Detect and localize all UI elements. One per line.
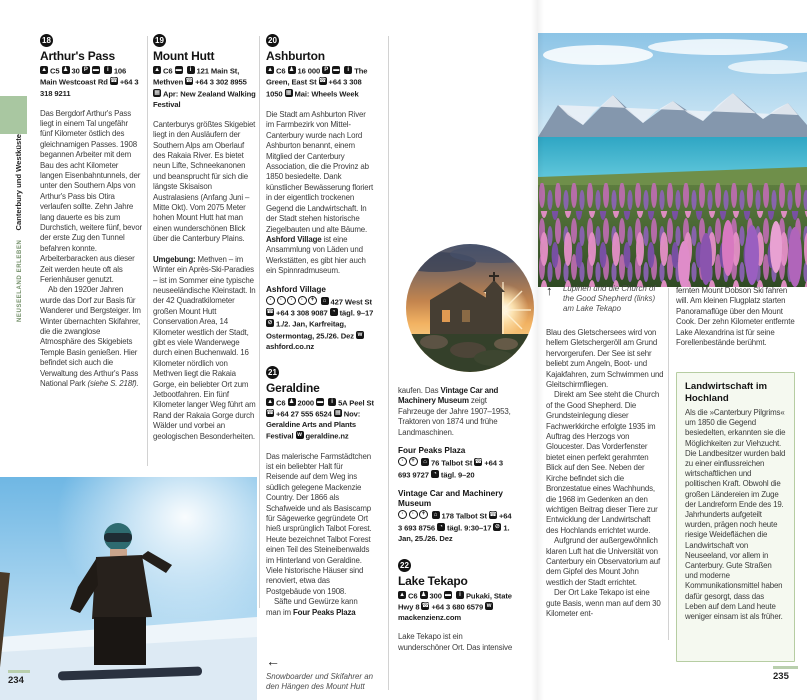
phone-number: +64 3 308 9087: [276, 308, 328, 318]
closed-dates: 1./2. Jan, Karfreitag, Ostermontag, 25./26. Dez: [266, 319, 354, 341]
paragraph: Direkt am See steht die Church of the Good Shepherd. Die Grundsteinlegung dieser Fachwerkkirche erfolgte 1935 im Auftrag des Herzogs von Gloucester. Das Vorderfenster bietet einen perfekt gerahmten Blick auf den See. Neben der Kirche befindet sich die Bronzestatue eines Wachhunds, die 1968 im Gedenken an den wichtigen Beitrag dieser Tiere zur Entwicklung der Landwirtschaft des Hochlands errichtet wurde.: [546, 390, 660, 535]
sidebar-chapter-label: Canterbury und Westküste: [14, 134, 23, 231]
website: mackenzienz.com: [398, 613, 462, 623]
column-ashburton-geraldine: [266, 34, 374, 692]
bus-icon: ▬: [333, 67, 340, 74]
website: ashford.co.nz: [266, 341, 315, 351]
photo-caption: Snowboarder und Skifahrer an den Hängen des Mount Hutt: [266, 672, 374, 691]
house-icon: ⌂: [432, 511, 440, 519]
venue-category-icon: ·: [277, 296, 286, 305]
parking-icon: P: [322, 66, 330, 74]
entry-number-badge: 22: [398, 559, 411, 572]
page-number-left: [8, 670, 30, 686]
church-good-shepherd-photo: [406, 244, 534, 372]
paragraph: Der Ort Lake Tekapo ist eine gute Basis, wenn man auf dem 30 Kilometer ent-: [546, 588, 661, 618]
entry-number-badge: 20: [266, 34, 279, 47]
entry-number-badge: 21: [266, 366, 279, 379]
phone-icon: ☎: [421, 603, 430, 610]
map-ref-icon: ▲: [267, 67, 273, 74]
entry-title: Mount Hutt: [153, 49, 215, 63]
map-ref: C6: [276, 66, 286, 76]
venue-title: Ashford Village: [266, 284, 326, 294]
map-ref: C6: [408, 591, 418, 601]
closed-icon: ⊘: [267, 320, 273, 327]
infobox-title: Landwirtschaft im Hochland: [685, 381, 768, 404]
venue-category-icon: ·: [266, 296, 275, 305]
paragraph-text: zeigt Fahrzeuge der Jahre 1907–1953, Traktoren von 1874 und frühe Landmaschinen.: [398, 396, 511, 437]
entry-body: [398, 632, 516, 653]
info-icon: i: [456, 591, 464, 599]
venue-category-icon: ·: [298, 296, 307, 305]
paragraph-text: ist eine Ansammlung von Läden und Werkstätten, es gibt hier auch ein Spinnradmuseum.: [266, 234, 366, 276]
website: geraldine.nz: [305, 431, 349, 441]
address: 5A Peel St: [338, 398, 374, 408]
left-arrow-icon: ←: [266, 653, 280, 669]
festival: Apr: New Zealand Walking Festival: [153, 89, 256, 110]
population-icon: ♟: [420, 591, 427, 598]
page-gutter: [531, 0, 544, 700]
phone-icon: ☎: [489, 512, 497, 519]
paragraph: Canterburys größtes Skigebiet liegt in den Ausläufern der Southern Alps am Oberlauf des Rakaia River. Es bietet neun Lifte, Schneekanonen und beansprucht für sich die längste Skisaison Australasiens (Anfang Juni – Mitte Okt). Vom 2075 Meter hohen Mount Hutt hat man einen wunderschönen Blick über die Canterbury Plains.: [153, 119, 256, 244]
phone-number: +64 3 318 9211: [40, 77, 139, 98]
festival: Nov: Geraldine Arts and Plants Festival: [266, 409, 361, 441]
entry-title: Ashburton: [266, 49, 325, 63]
umgebung-label: Umgebung:: [153, 254, 196, 264]
venue-category-icon: ·: [409, 510, 418, 519]
entry-body: [266, 110, 374, 277]
column-lake-tekapo: [398, 386, 516, 653]
phone-icon: ☎: [318, 78, 327, 85]
venue-category-icon: ·: [287, 296, 296, 305]
venue-name: Four Peaks Plaza: [293, 607, 356, 617]
entry-info-line: [40, 66, 142, 99]
venue-info-line: [398, 510, 516, 544]
entry-info-line: [153, 66, 256, 111]
phone-number: +64 3 693 9727: [398, 458, 504, 480]
venue-name: Vintage Car and Machinery Museum: [398, 386, 499, 406]
phone-icon: ☎: [110, 78, 118, 85]
venue-info-line: [398, 457, 516, 481]
cross-reference: (siehe S. 218f).: [87, 379, 139, 389]
wheelchair-access-icon: +: [308, 296, 317, 305]
population-icon: ♟: [288, 67, 295, 74]
chapter-color-block: [0, 96, 27, 134]
venue-category-icon: ·: [398, 510, 407, 519]
parking-icon: P: [82, 66, 90, 74]
photo-caption-block: [266, 646, 374, 692]
population: 16 000: [297, 66, 321, 76]
population: 2000: [297, 398, 315, 408]
page-number-value: 234: [8, 675, 24, 686]
entry-body: [153, 120, 256, 442]
column-divider: [388, 36, 389, 690]
paragraph-text: Ab den 1920er Jahren wurde das Dorf zur Basis für Wanderer und Bergsteiger. Im Winter übernachten Skifahrer, die die zwanglose Atmosphäre des Skigebiets Temple Basin genießen. Hier befindet sich auch die Verwaltung des Arthur's Pass National Park: [40, 285, 141, 389]
infobox-landwirtschaft: [676, 372, 795, 662]
address: Pukaki, State Hwy 8: [398, 591, 512, 612]
population: 300: [429, 591, 442, 601]
map-ref: C5: [50, 66, 60, 76]
paragraph: Lake Tekapo ist ein wunderschöner Ort. Das intensive: [398, 632, 513, 652]
column-divider: [147, 36, 148, 466]
lupines-photo-art: [538, 33, 807, 287]
bus-icon: ▬: [444, 591, 451, 598]
photo-caption-block: [546, 284, 664, 314]
info-icon: i: [328, 398, 336, 406]
photo-caption: Lupinen und die Church of the Good Shepherd (links) am Lake Tekapo: [563, 284, 656, 313]
paragraph-text: Methven – im Winter ein Après-Ski-Paradies – ist im Sommer eine typische neuseeländische Kleinstadt. In der 42 Quadratkilometer großen Mount Hutt Conservation Area, 14 Kilometer westlich der Stadt, gibt es viele Wanderwege durch einen Buchenwald. 16 Kilometer nördlich von Methven liegt die Rakaia Gorge, ein beliebter Ort zum Jetbootfahren. Ein fünf Kilometer langer Weg führt am Rand der Rakaia Gorge durch Wälder und vorbei an geologischen Besonderheiten.: [153, 254, 256, 441]
population: 30: [71, 66, 80, 76]
phone-number: +64 3 680 6579: [431, 602, 484, 612]
venue-title: Vintage Car and Machinery Museum: [398, 488, 503, 509]
entry-body: [546, 328, 664, 619]
column-divider: [668, 288, 669, 640]
entry-number-badge: 18: [40, 34, 53, 47]
map-ref: C6: [276, 398, 286, 408]
page-number-dash: [773, 666, 798, 669]
address: 106 Main Westcoast Rd: [40, 66, 127, 87]
paragraph: [266, 597, 374, 618]
info-icon: i: [104, 66, 112, 74]
info-icon: i: [187, 66, 195, 74]
opening-hours: tägl. 9–17: [339, 308, 374, 318]
address: 178 Talbot St: [441, 511, 487, 521]
snowboarder-photo-art: [0, 477, 257, 700]
paragraph-text: kaufen. Das: [398, 386, 441, 395]
lake-tekapo-lupines-photo: [538, 33, 807, 287]
entry-number-badge: 19: [153, 34, 166, 47]
house-icon: ⌂: [421, 458, 429, 466]
opening-hours: tägl. 9–20: [440, 470, 475, 480]
closed-icon: ⊘: [494, 523, 500, 530]
closed-dates: 1. Jan, 25./26. Dez: [398, 523, 510, 543]
population-icon: ♟: [288, 398, 295, 405]
clock-icon: ◔: [431, 470, 439, 478]
info-icon: i: [344, 66, 352, 74]
entry-title: Lake Tekapo: [398, 573, 468, 588]
paragraph: [153, 255, 256, 442]
wheelchair-access-icon: +: [419, 510, 428, 519]
phone-icon: ☎: [185, 78, 193, 85]
phone-icon: ☎: [266, 309, 274, 316]
paragraph: Aufgrund der außergewöhnlich klaren Luft hat die Universität von Canterbury ein Observatorium auf dem Gipfel des Mount John westlich der Stadt errichtet.: [546, 536, 661, 587]
web-icon: w: [357, 331, 363, 338]
snowboarder-photo: [0, 477, 257, 700]
column-tekapo-continued: [676, 286, 796, 348]
address: The Green, East St: [266, 66, 368, 87]
infobox-body: Als die »Canterbury Pilgrims« um 1850 die Gegend besiedelten, erkannten sie die Möglichkeiten zur Viehzucht. Die Landbesitzer wurden bald zu einer einflussreichen wirtschaftlichen und politischen Kraft. Obwohl die großen Ländereien im Zuge der Landreform Ende des 19. Jahrhunderts aufgeteilt wurden, prägen noch heute riesige Weideflächen die Landwirtschaft von Neuseeland, vor allem in Canterbury. Gute Straßen und moderne Kommunikationsmittel haben dafür gesorgt, dass das Leben auf dem Land heute weniger einsam ist als früher.: [685, 408, 786, 622]
entry-title: Arthur's Pass: [40, 49, 115, 63]
paragraph: Blau des Gletschersees wird von hellem Gletschergeröll am Grund hervorgerufen. Der See ist sehr beliebt zum Angeln, Boot- und Kajakfahren, zum Schwimmen und Gleitschirmfliegen.: [546, 328, 664, 390]
map-ref: C6: [163, 66, 173, 76]
column-arthurs-pass: [40, 34, 142, 390]
entry-body: [676, 286, 796, 348]
entry-body: [398, 386, 516, 438]
paragraph: fernten Mount Dobson Ski fahren will. Am kleinen Flugplatz starten Panoramaflüge über den Mount Cook. Der zehn Kilometer entfernte Lake Alexandrina ist für seine Forellenbestände berühmt.: [676, 286, 795, 348]
column-tekapo-description: [546, 284, 664, 619]
phone-icon: ☎: [266, 410, 274, 417]
paragraph: [40, 285, 142, 389]
church-photo-art: [406, 244, 534, 372]
page-number-dash: [8, 670, 30, 673]
population-icon: ♟: [62, 67, 69, 74]
sidebar-vertical-label: [8, 134, 26, 322]
paragraph: [266, 110, 374, 277]
opening-hours: tägl. 9:30–17: [447, 523, 492, 533]
clock-icon: ◔: [330, 308, 338, 316]
paragraph: Das malerische Farmstädtchen ist ein beliebter Halt für Reisende auf dem Weg ins südlich gelegene Mackenzie Country. Der 1866 als Schafweide und als Basiscamp für Sägewerke gegründete Ort hieß ursprünglich Talbot Forest. Heute bezeichnet Talbot Forest einen Teil des Steineibenwalds im Hinterland von Geraldine. Viele historische Häuser sind renoviert, etwa das Postgebäude von 1908.: [266, 451, 372, 596]
venue-name: Ashford Village: [266, 234, 322, 244]
map-ref-icon: ▲: [154, 67, 160, 74]
calendar-icon: ▦: [154, 89, 160, 96]
paragraph-text: Säfte und Gewürze kann man im: [266, 597, 358, 617]
entry-info-line: [266, 398, 374, 443]
entry-info-line: [398, 591, 516, 624]
calendar-icon: ▦: [334, 410, 341, 417]
entry-body: [40, 109, 142, 390]
column-divider: [259, 36, 260, 608]
paragraph: Das Bergdorf Arthur's Pass liegt in einem Tal ungefähr fünf Kilometer östlich des gleichnamigen Passes. 1908 begannen Arbeiter mit dem Bau des acht Kilometer langen Eisenbahntunnels, der unter den Southern Alps von Arthur's Pass bis Otira verlaufen sollte. Zehn Jahre lang dauerte es bis zum Durchstich, weitere fünf, bevor der erste Zug den Tunnel befahren konnte. Arbeiterbaracken aus dieser Zeit werden heute oft als Ferienhäuser genutzt.: [40, 108, 142, 285]
calendar-icon: ▦: [285, 89, 292, 96]
bus-icon: ▬: [317, 398, 323, 405]
festival: Mai: Wheels Week: [294, 89, 359, 99]
sidebar-section-label: NEUSEELAND ERLEBEN: [17, 239, 23, 322]
entry-info-line: [266, 66, 374, 100]
paragraph: [398, 386, 516, 438]
venue-category-icon: ·: [398, 457, 407, 466]
phone-number: +64 27 555 6524: [276, 409, 332, 419]
phone-icon: ☎: [474, 459, 482, 466]
page-number-value: 235: [773, 671, 789, 682]
up-arrow-icon: ↑: [546, 283, 553, 298]
entry-body: [266, 452, 374, 619]
web-icon: w: [486, 603, 492, 610]
address: 121 Main St, Methven: [153, 66, 240, 87]
page-number-right: [773, 666, 798, 682]
bus-icon: ▬: [175, 67, 182, 74]
address: 427 West St: [330, 297, 372, 307]
web-icon: w: [297, 432, 302, 439]
clock-icon: ◔: [437, 523, 445, 531]
entry-title: Geraldine: [266, 380, 320, 395]
phone-number: +64 3 693 8756: [398, 511, 512, 533]
column-mount-hutt: [153, 34, 256, 442]
map-ref-icon: ▲: [267, 398, 273, 405]
wheelchair-access-icon: +: [409, 457, 418, 466]
house-icon: ⌂: [321, 297, 329, 305]
phone-number: +64 3 308 1050: [266, 77, 362, 99]
venue-info-line: [266, 296, 374, 353]
phone-number: +64 3 302 8955: [195, 77, 247, 87]
bus-icon: ▬: [92, 67, 99, 74]
map-ref-icon: ▲: [399, 591, 405, 598]
paragraph-text: Die Stadt am Ashburton River im Farmbezirk von Mittel-Canterbury wurde nach Lord Ashburton benannt, einem Mitglied der Canterbury Association, die die Provinz ab 1850 besiedelte. Dank künstlicher Bewässerung floriert in der eigentlich trockenen Gegend die Landwirtschaft. In der Stadt stehen historische Ziegelbauten und alte Bäume.: [266, 110, 374, 234]
address: 76 Talbot St: [431, 458, 473, 468]
map-ref-icon: ▲: [41, 67, 47, 74]
venue-title: Four Peaks Plaza: [398, 446, 466, 456]
